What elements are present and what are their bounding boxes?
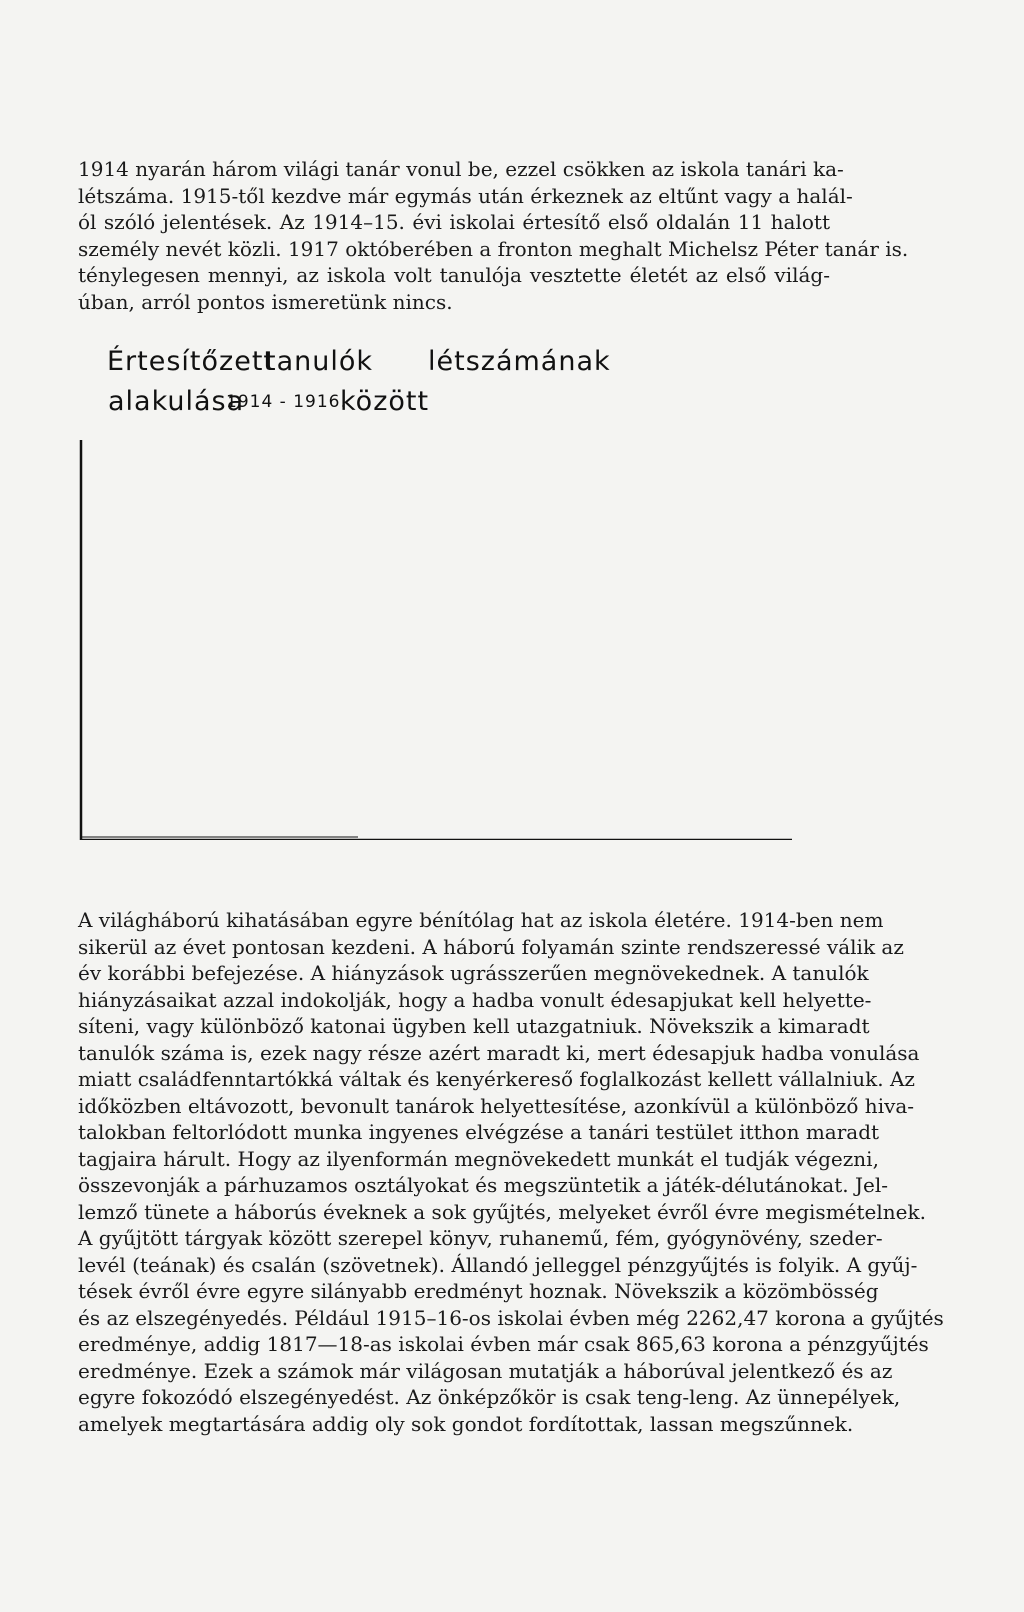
- paragraph-intro: [78, 156, 909, 315]
- text-line: talokban feltorlódott munka ingyenes elvégzése a tanári testület itthon maradt: [78, 1120, 880, 1144]
- chart-axes: [78, 440, 798, 840]
- text-line: miatt családfenntartókká váltak és kenyérkereső foglalkozást kellett vállalniuk. Az: [78, 1067, 915, 1091]
- text-line: létszáma. 1915-től kezdve már egymás után érkeznek az eltűnt vagy a halál-: [78, 183, 853, 208]
- chart-title-years: 1914 - 1916.: [226, 392, 347, 412]
- text-line: tagjaira hárult. Hogy az ilyenformán megnövekedett munkát el tudják végezni,: [78, 1146, 879, 1171]
- text-line: amelyek megtartására addig oly sok gondot fordítottak, lassan megszűnnek.: [78, 1411, 854, 1436]
- text-line: ól szóló jelentések. Az 1914–15. évi iskolai értesítő első oldalán 11 halott: [78, 210, 830, 234]
- text-line: hiányzásaikat azzal indokolják, hogy a hadba vonult édesapjukat kell helyette-: [78, 987, 872, 1012]
- text-line: időközben eltávozott, bevonult tanárok helyettesítése, azonkívül a különböző hiva-: [78, 1093, 915, 1118]
- text-line: eredménye, addig 1817—18-as iskolai évben már csak 865,63 korona a pénzgyűjtés: [78, 1332, 929, 1356]
- text-line: és az elszegényedés. Például 1915–16-os iskolai évben még 2262,47 korona a gyűjtés: [78, 1305, 944, 1330]
- text-line: síteni, vagy különböző katonai ügyben kell utazgatniuk. Növekszik a kimaradt: [78, 1014, 870, 1038]
- text-line: év korábbi befejezése. A hiányzások ugrásszerűen megnövekednek. A tanulók: [78, 961, 869, 985]
- text-line: összevonják a párhuzamos osztályokat és megszüntetik a játék-délutánokat. Jel-: [78, 1173, 888, 1197]
- text-line: levél (teának) és csalán (szövetnek). Állandó jelleggel pénzgyűjtés is folyik. A gyűj-: [78, 1252, 918, 1277]
- chart-title-word: között: [340, 386, 430, 417]
- text-line: tések évről évre egyre silányabb eredményt hoznak. Növekszik a közömbösség: [78, 1279, 879, 1303]
- text-line: sikerül az évet pontosan kezdeni. A háború folyamán szinte rendszeressé válik az: [78, 934, 904, 959]
- text-line: 1914 nyarán három világi tanár vonul be, ezzel csökken az iskola tanári ka-: [78, 157, 844, 181]
- chart-title-word: tanulók: [265, 346, 374, 377]
- chart-title-word: létszámának: [428, 346, 611, 377]
- text-line: eredménye. Ezek a számok már világosan mutatják a háborúval jelentkező és az: [78, 1358, 893, 1383]
- chart-title-word: Értesítőzett: [107, 346, 275, 377]
- text-line: ténylegesen mennyi, az iskola volt tanulója vesztette életét az első világ-: [78, 263, 830, 287]
- text-line: úban, arról pontos ismeretünk nincs.: [78, 289, 453, 314]
- text-line: tanulók száma is, ezek nagy része azért maradt ki, mert édesapjuk hadba vonulása: [78, 1040, 920, 1065]
- chart-title-word: alakulása: [108, 386, 245, 417]
- text-line: A világháború kihatásában egyre bénítólag hat az iskola életére. 1914-ben nem: [78, 908, 884, 932]
- paragraph-main: [78, 907, 944, 1437]
- text-line: A gyűjtött tárgyak között szerepel könyv, ruhanemű, fém, gyógynövény, szeder-: [78, 1226, 883, 1250]
- text-line: személy nevét közli. 1917 októberében a fronton meghalt Michelsz Péter tanár is.: [78, 236, 909, 261]
- text-line: egyre fokozódó elszegényedést. Az önképzőkör is csak teng-leng. Az ünnepélyek,: [78, 1385, 901, 1409]
- text-line: lemző tünete a háborús éveknek a sok gyűjtés, melyeket évről évre megismételnek.: [78, 1199, 926, 1224]
